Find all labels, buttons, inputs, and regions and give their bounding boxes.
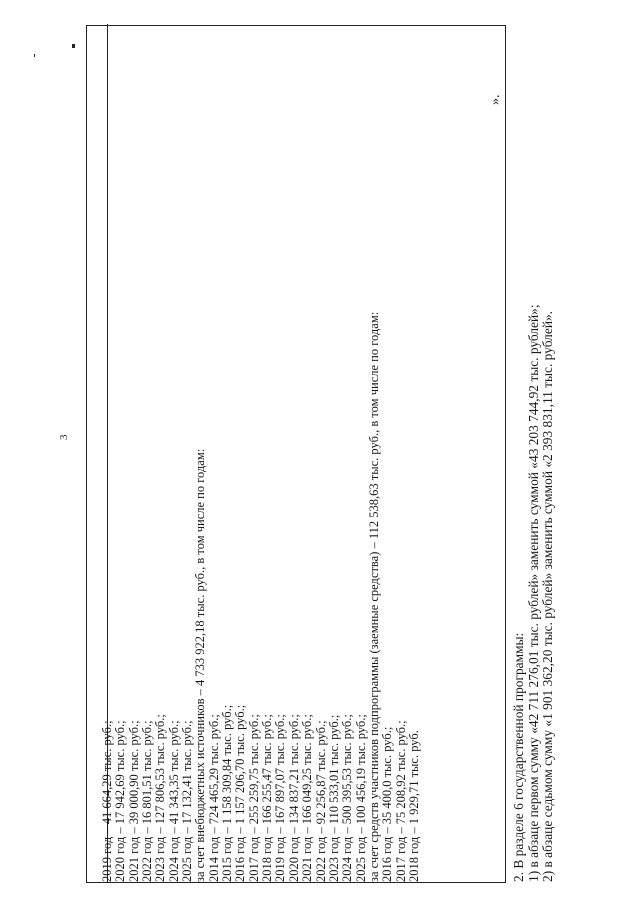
table-line: 2018 год – 1 929,71 тыс. руб. (406, 730, 421, 882)
table-line: 2020 год – 134 837,21 тыс. руб.; (286, 714, 301, 882)
table-line: 2019 год – 167 897,07 тыс. руб.; (273, 714, 288, 882)
table-line: 2022 год – 92 256,87 тыс. руб.; (313, 720, 328, 882)
paragraph-heading: 2. В разделе 6 государственной программы: (511, 632, 526, 882)
table-line: 2017 год – 255 259,75 тыс. руб.; (246, 714, 261, 882)
table-line: 2025 год – 100 456,19 тыс. руб.; (353, 714, 368, 882)
section-6-amendments (512, 22, 556, 882)
table-right-cell (101, 92, 421, 882)
table-line: 2025 год – 17 132,41 тыс. руб.; (180, 720, 195, 882)
table-line: за счет внебюджетных источников – 4 733 922,18 тыс. руб., в том числе по годам: (193, 448, 208, 882)
table-line: 2016 год – 35 400,0 тыс. руб.; (380, 726, 395, 882)
table-line: 2021 год – 39 000,90 тыс. руб.; (126, 720, 141, 882)
closing-quote: ». (488, 94, 503, 105)
table-line: 2020 год – 17 942,69 тыс. руб.; (113, 720, 128, 882)
table-line: за счет средств участников подпрограммы (заемные средства) – 112 538,63 тыс. руб., в том числе по годам: (366, 311, 381, 882)
table-line: 2019 год – 41 664,29 тыс. руб.; (100, 720, 114, 882)
table-line: 2022 год – 16 801,51 тыс. руб.; (140, 720, 155, 882)
table-line: 2024 год – 41 343,35 тыс. руб.; (166, 720, 181, 882)
table-line: 2016 год – 1 157 206,70 тыс. руб.; (233, 704, 248, 882)
table-line: 2017 год – 75 208,92 тыс. руб.; (393, 720, 408, 882)
table-line: 2015 год – 1 158 309,84 тыс. руб.; (220, 704, 235, 882)
table-line: 2018 год – 166 255,47 тыс. руб.; (260, 714, 275, 882)
table-line: 2014 год – 724 465,29 тыс. руб.; (206, 714, 221, 882)
page-number: 3 (58, 434, 70, 440)
paragraph-item-2: 2) в абзаце седьмом сумму «1 901 362,20 тыс. рублей» заменить суммой «2 393 831,11 тыс. рублей». (540, 310, 556, 882)
table-line: 2023 год – 127 806,53 тыс. руб.; (153, 714, 168, 882)
table-line: 2021 год – 166 049,25 тыс. руб.; (300, 714, 315, 882)
financing-table (86, 25, 506, 883)
table-line: 2023 год – 110 533,01 тыс. руб.; (326, 714, 341, 882)
table-line: 2024 год – 500 395,53 тыс. руб.; (340, 714, 355, 882)
paragraph-item-1: 1) в абзаце первом сумму «42 711 276,01 тыс. рублей» заменить суммой «43 203 744,92 тыс. рублей»; (525, 304, 541, 882)
